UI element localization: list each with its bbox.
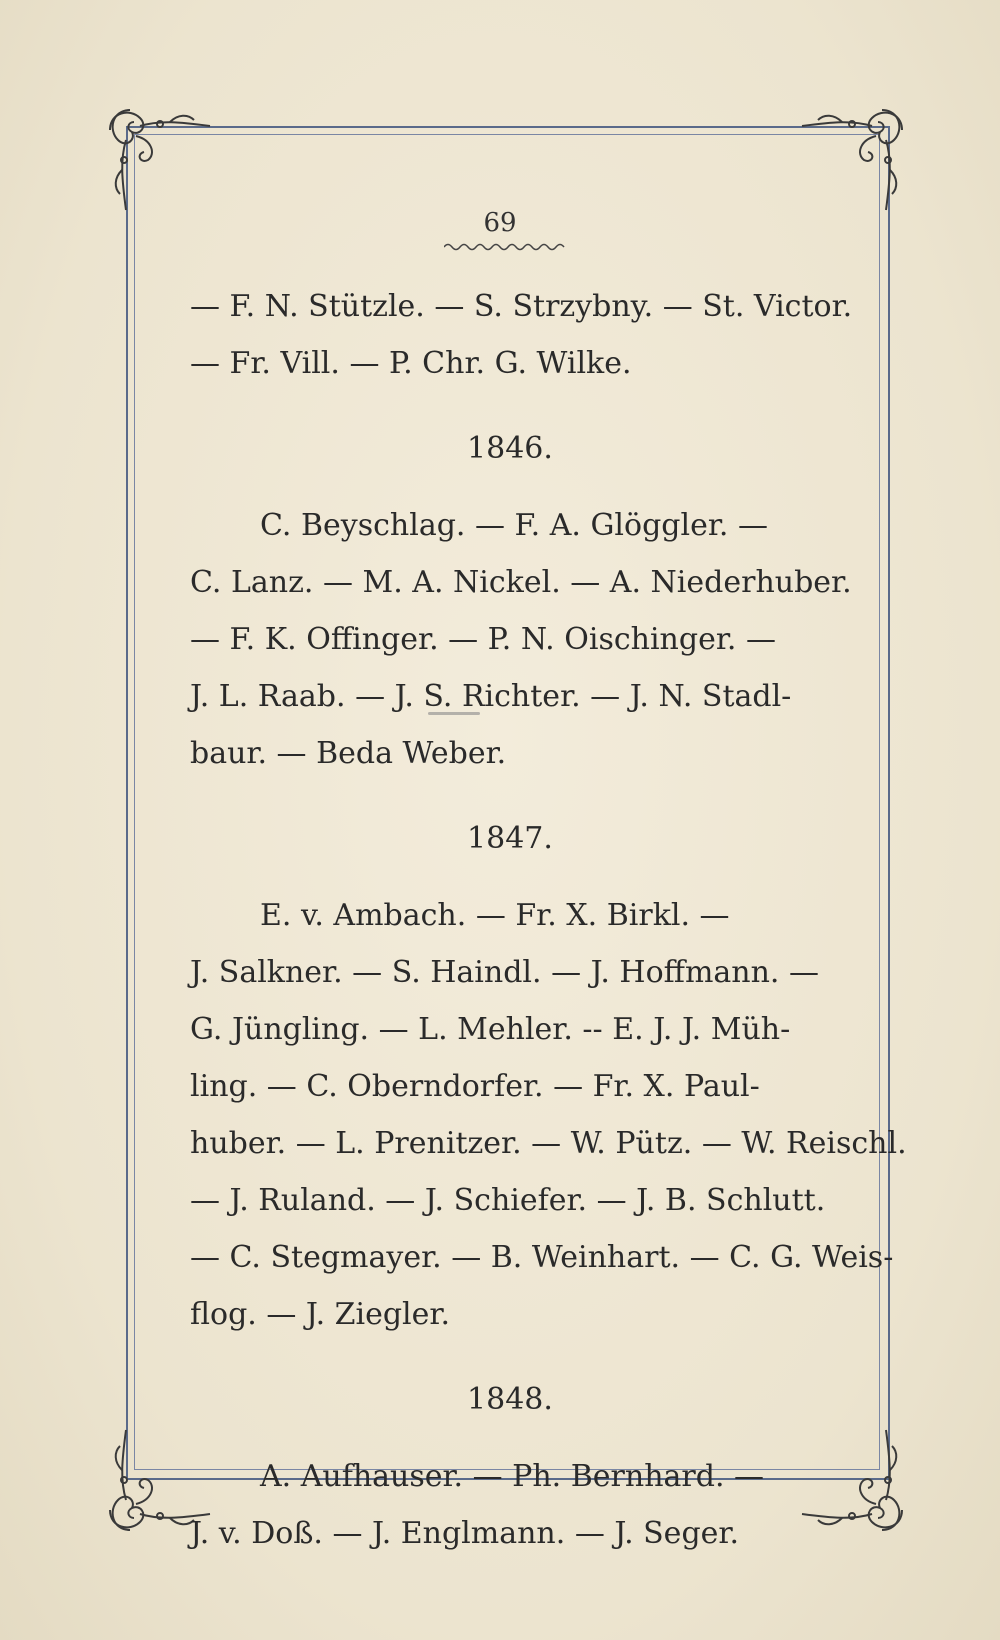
text-line: ling. — C. Oberndorfer. — Fr. X. Paul- xyxy=(190,1069,760,1104)
text-line: J. v. Doß. — J. Englmann. — J. Seger. xyxy=(190,1516,739,1551)
text-line: C. Lanz. — M. A. Nickel. — A. Niederhuber. xyxy=(190,565,852,600)
text-line: J. L. Raab. — J. S. Richter. — J. N. Stadl- xyxy=(190,679,792,714)
year-heading: 1846. xyxy=(467,431,553,466)
text-line: flog. — J. Ziegler. xyxy=(190,1297,450,1332)
text-line: — J. Ruland. — J. Schiefer. — J. B. Schlutt. xyxy=(190,1183,826,1218)
text-line: J. Salkner. — S. Haindl. — J. Hoffmann. — xyxy=(190,955,819,990)
text-line: A. Aufhauser. — Ph. Bernhard. — xyxy=(260,1459,765,1494)
page-number: 69 xyxy=(483,208,517,238)
corner-ornament-top-left xyxy=(100,100,220,220)
text-line: — C. Stegmayer. — B. Weinhart. — C. G. Weis- xyxy=(190,1240,894,1275)
page-number-ornament xyxy=(444,240,570,254)
text-line: C. Beyschlag. — F. A. Glöggler. — xyxy=(260,508,768,543)
text-line: baur. — Beda Weber. xyxy=(190,736,507,771)
text-line: — Fr. Vill. — P. Chr. G. Wilke. xyxy=(190,346,632,381)
corner-ornament-top-right xyxy=(792,100,912,220)
year-heading: 1847. xyxy=(467,821,553,856)
page-text xyxy=(190,278,907,1562)
text-line: — F. K. Offinger. — P. N. Oischinger. — xyxy=(190,622,776,657)
year-heading: 1848. xyxy=(467,1382,553,1417)
text-line: huber. — L. Prenitzer. — W. Pütz. — W. Reischl. xyxy=(190,1126,907,1161)
text-line: E. v. Ambach. — Fr. X. Birkl. — xyxy=(260,898,730,933)
text-line: G. Jüngling. — L. Mehler. -- E. J. J. Müh- xyxy=(190,1012,791,1047)
text-line: — F. N. Stützle. — S. Strzybny. — St. Victor. xyxy=(190,289,853,324)
